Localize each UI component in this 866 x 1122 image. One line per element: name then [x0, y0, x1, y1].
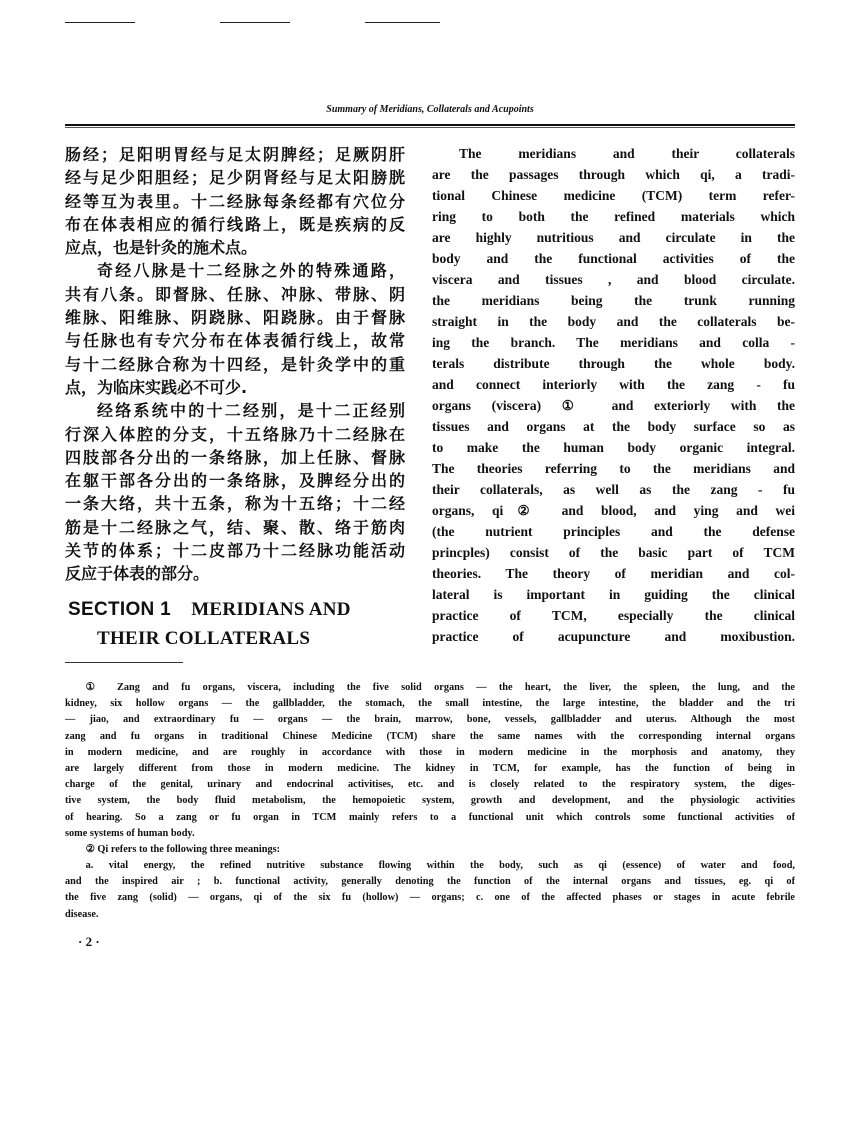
english-line: straight in the body and the collaterals be- [432, 314, 795, 329]
english-line: organs, qi② and blood, and ying and wei [432, 503, 795, 518]
chinese-line: 反应于体表的部分。 [65, 564, 210, 584]
chinese-line: 筋是十二经脉之气，结、聚、散、络于筋肉 [65, 517, 405, 537]
chinese-line: 布在体表相应的循行线路上，既是疾病的反 [65, 214, 405, 234]
english-line: lateral is important in guiding the clinical [432, 587, 795, 602]
footnote-line: ② Qi refers to the following three meanings: [85, 843, 281, 855]
scan-mark-line [220, 22, 290, 23]
chinese-line: 经等互为表里。十二经脉每条经都有穴位分 [65, 191, 405, 211]
scan-mark-line [65, 22, 135, 23]
running-head: Summary of Meridians, Collaterals and Acupoints [326, 104, 534, 115]
footnote-line: a. vital energy, the refined nutritive substance flowing within the body, such as qi (essence) of water and food, [85, 860, 795, 872]
footnote-line: of hearing. So a zang or fu organ in TCM mainly refers to a functional unit which controls some functional activities of [65, 811, 795, 823]
english-line: (the nutrient principles and the defense [432, 524, 795, 539]
english-line: and connect interiorly with the zang - fu [432, 377, 795, 392]
english-line: body and the functional activities of the [432, 251, 795, 266]
section-title-line2: THEIR COLLATERALS [97, 628, 311, 649]
english-text-column [432, 143, 795, 647]
english-line: their collaterals, as well as the zang - fu [432, 482, 795, 497]
footnote-line: in modern medicine, and are roughly in accordance with those in modern medicine in the morphosis and anatomy, they [65, 746, 795, 758]
chinese-line: 应点，也是针灸的施术点。 [65, 238, 258, 258]
english-line: practice of acupuncture and moxibustion. [432, 629, 795, 644]
english-line: tissues and organs at the body surface so as [432, 419, 795, 434]
footnote-line: charge of the genital, urinary and endocrinal activitises, etc. and is closely related to the respiratory system, the diges- [65, 779, 795, 791]
header-rule-thin [65, 127, 795, 128]
english-line: are the passages through which qi, a tradi- [432, 167, 795, 182]
footnote-line: some systems of human body. [65, 827, 195, 839]
section-heading [68, 598, 351, 622]
english-line: tional Chinese medicine (TCM) term refer- [432, 188, 795, 203]
footnote-line: kidney, six hollow organs — the gallbladder, the stomach, the small intestine, the large intestine, the bladder and the tri [65, 698, 795, 710]
footnote-line: ① Zang and fu organs, viscera, including the five solid organs — the heart, the liver, the spleen, the lung, and the [85, 682, 795, 693]
footnote-line: tive system, the body fluid metabolism, the hemopoietic system, growth and development, and the physiologic activities [65, 795, 795, 807]
chinese-line: 肠经；足阳明胃经与足太阴脾经；足厥阴肝 [65, 145, 405, 164]
chinese-line: 行深入体腔的分支，十五络脉乃十二经脉在 [65, 424, 405, 444]
chinese-text-column [65, 143, 405, 586]
english-line: organs (viscera) ① and exteriorly with the [432, 398, 795, 413]
page-number: · 2 · [78, 934, 100, 949]
chinese-line: 关节的体系；十二皮部乃十二经脉功能活动 [65, 541, 405, 561]
english-line: the meridians being the trunk running [432, 293, 795, 308]
english-line: theories. The theory of meridian and col- [432, 566, 795, 581]
footnote-line: are largely different from those in modern medicine. The kidney in TCM, for example, has the function of being in [65, 762, 795, 774]
english-line: The theories referring to the meridians and [432, 461, 795, 476]
english-line: practice of TCM, especially the clinical [432, 608, 795, 623]
english-line: terals distribute through the whole body. [432, 356, 795, 371]
chinese-line: 经与足少阳胆经；足少阴肾经与足太阳膀胱 [65, 168, 405, 188]
chinese-line: 点，为临床实践必不可少. [65, 377, 248, 397]
chinese-line: 在躯干部各分出的一条络脉，及脾经分出的 [65, 471, 405, 491]
english-line: are highly nutritious and circulate in the [432, 230, 795, 245]
english-line: princples) consist of the basic part of TCM [432, 545, 795, 560]
scan-mark-line [365, 22, 440, 23]
english-line: to make the human body organic integral. [432, 440, 795, 455]
english-line: The meridians and their collaterals [459, 146, 795, 161]
chinese-line: 奇经八脉是十二经脉之外的特殊通路， [97, 261, 405, 281]
english-line: ring to both the refined materials which [432, 209, 795, 224]
section-title-line1: MERIDIANS AND [191, 599, 351, 620]
footnote-line: — jiao, and extraordinary fu — organs — the brain, marrow, bone, vessels, gallbladder and uterus. Although the most [65, 714, 795, 726]
chinese-line: 与任脉也有专穴分布在体表循行线上，故常 [65, 331, 405, 351]
footnote-line: zang and fu organs in traditional Chinese Medicine (TCM) share the same names with the corresponding internal organs [65, 730, 795, 742]
chinese-line: 与十二经脉合称为十四经，是针灸学中的重 [65, 354, 405, 374]
english-line: viscera and tissues , and blood circulate. [432, 272, 795, 287]
footnotes [65, 680, 795, 923]
footnote-line: and the inspired air ; b. functional activity, generally denoting the function of the internal organs and tissues, eg. qi of [65, 876, 795, 888]
footnote-line: disease. [65, 908, 99, 920]
footnote-line: the five zang (solid) — organs, qi of the six fu (hollow) — organs; c. one of the affected phases or stages in acute febrile [65, 892, 795, 904]
chinese-line: 四肢部各分出的一条络脉，加上任脉、督脉 [65, 447, 405, 467]
chinese-line: 共有八条。即督脉、任脉、冲脉、带脉、阴 [65, 284, 405, 304]
chinese-line: 一条大络，共十五条，称为十五络；十二经 [65, 494, 405, 514]
footnote-rule [65, 662, 183, 663]
english-line: ing the branch. The meridians and colla - [432, 335, 795, 350]
chinese-line: 经络系统中的十二经别，是十二正经别 [97, 401, 405, 421]
chinese-line: 维脉、阳维脉、阴跷脉、阳跷脉。由于督脉 [65, 308, 405, 328]
section-number: SECTION 1 [68, 599, 171, 620]
header-rule [65, 124, 795, 126]
